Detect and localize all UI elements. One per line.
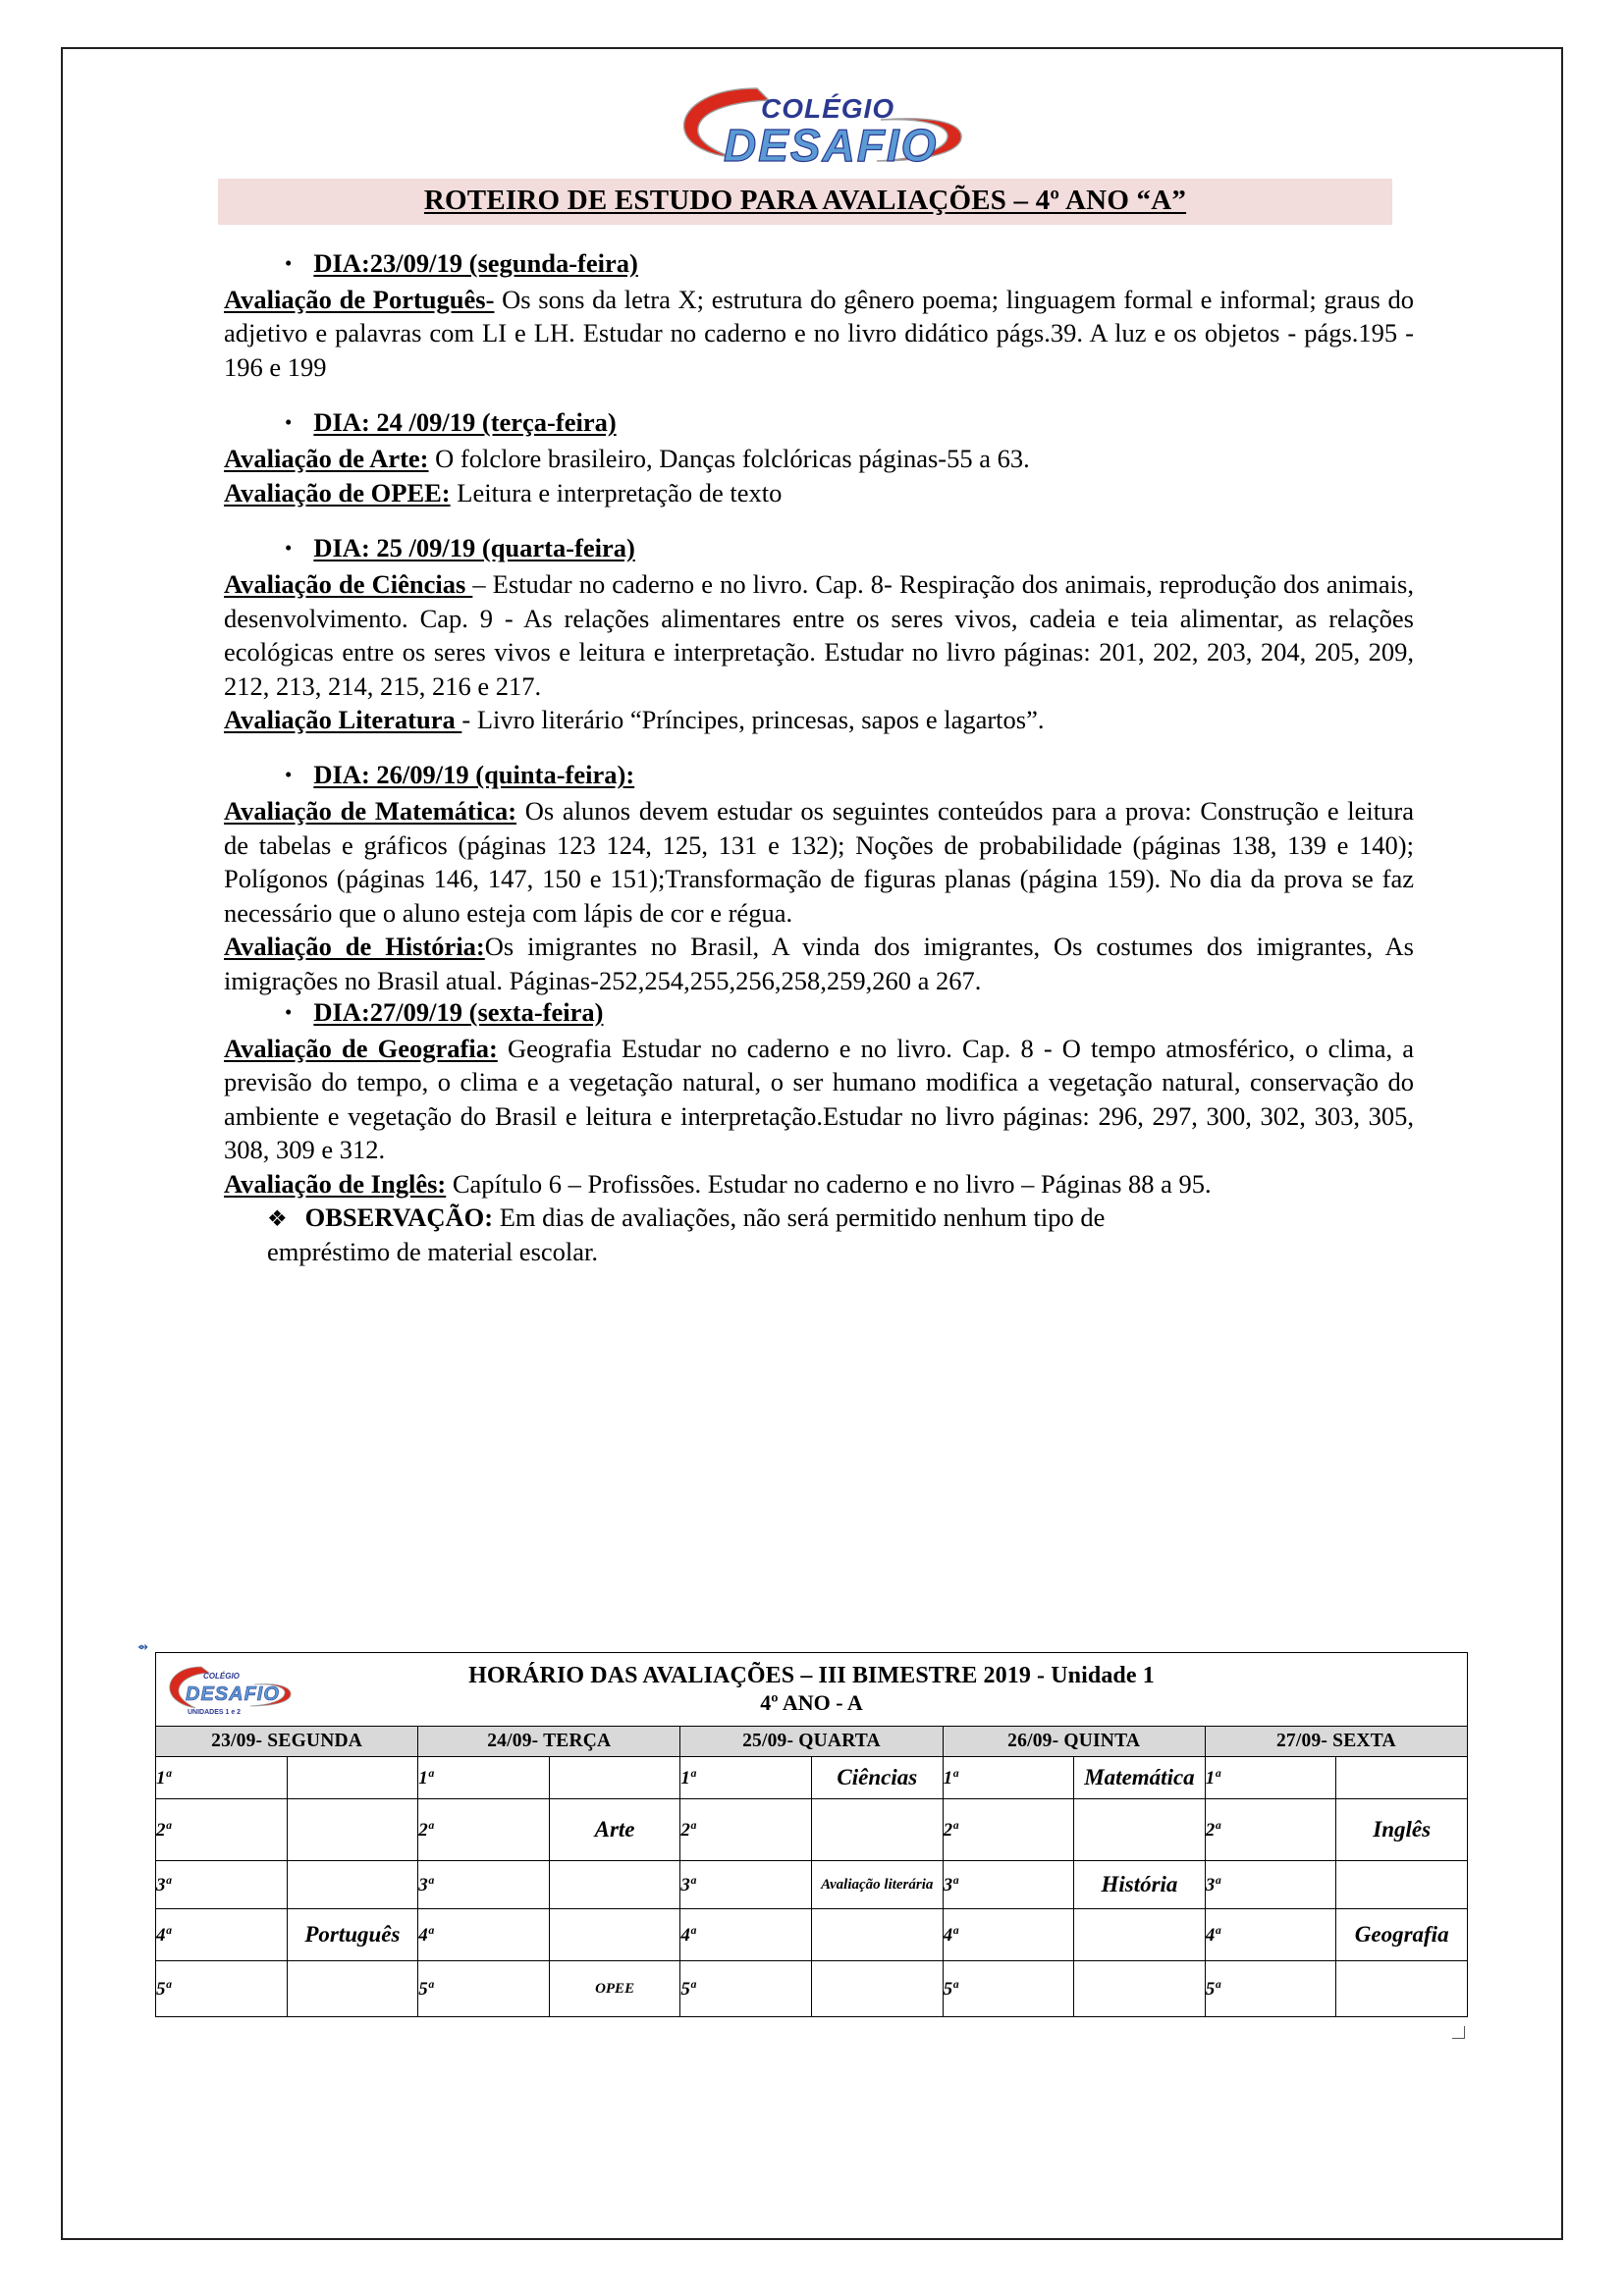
- diamond-bullet-icon: ❖: [267, 1206, 288, 1232]
- bullet-icon: •: [285, 410, 293, 435]
- schedule-cell: Inglês: [1336, 1799, 1468, 1861]
- period-label: 4ª: [680, 1909, 812, 1961]
- schedule-row: [156, 1961, 1468, 2017]
- schedule-subtitle: 4º ANO - A: [760, 1690, 863, 1716]
- period-label: 5ª: [1205, 1961, 1336, 2017]
- period-label: 4ª: [156, 1909, 288, 1961]
- period-label: 2ª: [418, 1799, 550, 1861]
- schedule-cell: Português: [287, 1909, 418, 1961]
- entry-label: Avaliação de OPEE:: [224, 477, 451, 507]
- schedule-cell: Arte: [549, 1799, 680, 1861]
- schedule-row: [156, 1861, 1468, 1909]
- period-label: 3ª: [943, 1861, 1074, 1909]
- schedule-table-zone: [137, 1639, 1473, 2017]
- day-heading-row: [285, 407, 1414, 438]
- svg-text:DESAFIO: DESAFIO: [186, 1683, 280, 1705]
- entry-label: Avaliação de Português-: [224, 285, 495, 314]
- schedule-cell: História: [1074, 1861, 1206, 1909]
- logo-svg: [667, 75, 971, 169]
- schedule-cell: [549, 1861, 680, 1909]
- entry-paragraph: [224, 794, 1414, 930]
- observation-body: [305, 1201, 1414, 1234]
- day-label: DIA: 26/09/19 (quinta-feira):: [313, 760, 635, 790]
- resize-handle-icon[interactable]: [1452, 2026, 1465, 2039]
- schedule-title: HORÁRIO DAS AVALIAÇÕES – III BIMESTRE 2019 - Unidade 1: [468, 1663, 1155, 1689]
- entry-text: Os sons da letra X; estrutura do gênero poema; linguagem formal e informal; graus do adjetivo e palavras com LI e LH. Estudar no caderno e no livro didático págs.39. A luz e os objetos - págs.195 - 196 e 199: [224, 285, 1414, 382]
- observation-block: [224, 1201, 1414, 1268]
- entry-text: Leitura e interpretação de texto: [450, 477, 783, 507]
- entry-label: Avaliação de Arte:: [224, 444, 429, 474]
- entry-paragraph: [224, 703, 1414, 736]
- period-label: 5ª: [943, 1961, 1074, 2017]
- entry-text: O folclore brasileiro, Danças folclóricas páginas-55 a 63.: [428, 444, 1030, 474]
- period-label: 2ª: [1205, 1799, 1336, 1861]
- entry-text: – Estudar no caderno e no livro. Cap. 8- Respiração dos animais, reprodução dos animais, desenvolvimento. Cap. 9 - As relações alimentares entre os seres vivos, cadeia e teia alimentar, as relações ecológicas entre os seres vivos e leitura e interpretação. Estudar no livro páginas: 201, 202, 203, 204, 205, 209, 212, 213, 214, 215, 216 e 217.: [224, 569, 1414, 701]
- schedule-row: [156, 1909, 1468, 1961]
- entry-paragraph: [224, 1167, 1414, 1201]
- period-label: 1ª: [156, 1757, 288, 1799]
- bullet-icon: •: [285, 763, 293, 787]
- day-heading-row: [285, 248, 1414, 279]
- schedule-cell: [1336, 1961, 1468, 2017]
- schedule-cell: [1336, 1757, 1468, 1799]
- ruler-handle-icon: ⇴: [137, 1639, 148, 1654]
- document-content: [224, 71, 1414, 1268]
- schedule-cell: [1074, 1909, 1206, 1961]
- day-label: DIA: 25 /09/19 (quarta-feira): [313, 533, 635, 563]
- entry-paragraph: [224, 1032, 1414, 1167]
- day-heading-row: [285, 533, 1414, 563]
- observation-continuation: empréstimo de material escolar.: [267, 1236, 599, 1266]
- school-logo: [224, 71, 1414, 173]
- entry-label: Avaliação de Geografia:: [224, 1034, 498, 1063]
- observation-text: Em dias de avaliações, não será permitido nenhum tipo de: [493, 1202, 1106, 1233]
- schedule-cell: [549, 1757, 680, 1799]
- entry-label: Avaliação Literatura: [224, 704, 462, 734]
- period-label: 2ª: [943, 1799, 1074, 1861]
- schedule-cell: [287, 1961, 418, 2017]
- svg-text:UNIDADES 1 e 2: UNIDADES 1 e 2: [188, 1709, 242, 1716]
- schedule-cell: [287, 1799, 418, 1861]
- schedule-title-row: [156, 1653, 1468, 1727]
- schedule-cell: [1074, 1961, 1206, 2017]
- bullet-icon: •: [285, 1000, 293, 1024]
- schedule-cell: [1336, 1861, 1468, 1909]
- schedule-cell: Matemática: [1074, 1757, 1206, 1799]
- bullet-icon: •: [285, 536, 293, 561]
- schedule-cell: Geografia: [1336, 1909, 1468, 1961]
- schedule-cell: [1074, 1799, 1206, 1861]
- period-label: 4ª: [418, 1909, 550, 1961]
- schedule-row: [156, 1799, 1468, 1861]
- observation-label: OBSERVAÇÃO:: [304, 1202, 494, 1233]
- schedule-mini-logo: [164, 1659, 294, 1720]
- period-label: 5ª: [156, 1961, 288, 2017]
- colegio-desafio-logo-graphic: [667, 75, 971, 169]
- schedule-header-cell: [156, 1653, 1468, 1727]
- schedule-cell: [287, 1861, 418, 1909]
- entry-label: Avaliação de História:: [224, 932, 485, 962]
- entry-paragraph: [224, 283, 1414, 384]
- bullet-icon: •: [285, 251, 293, 275]
- column-header-terca: 24/09- TERÇA: [418, 1727, 680, 1757]
- entry-text: Geografia Estudar no caderno e no livro. Cap. 8 - O tempo atmosférico, o clima, a previsão do tempo, o clima e a vegetação natural, o ser humano modifica a vegetação natural, conservação do ambiente e vegetação do Brasil e leitura e interpretação.Estudar no livro páginas: 296, 297, 300, 302, 303, 305, 308, 309 e 312.: [224, 1034, 1414, 1165]
- period-label: 1ª: [943, 1757, 1074, 1799]
- schedule-column-header-row: [156, 1727, 1468, 1757]
- schedule-row: [156, 1757, 1468, 1799]
- entry-paragraph: [224, 930, 1414, 997]
- period-label: 2ª: [156, 1799, 288, 1861]
- entry-paragraph: [224, 442, 1414, 475]
- schedule-cell: [549, 1909, 680, 1961]
- period-label: 1ª: [1205, 1757, 1336, 1799]
- day-label: DIA:27/09/19 (sexta-feira): [313, 997, 604, 1027]
- schedule-cell: Ciências: [811, 1757, 943, 1799]
- schedule-cell: [811, 1799, 943, 1861]
- period-label: 1ª: [680, 1757, 812, 1799]
- period-label: 5ª: [680, 1961, 812, 2017]
- column-header-quinta: 26/09- QUINTA: [943, 1727, 1205, 1757]
- period-label: 4ª: [1205, 1909, 1336, 1961]
- svg-text:COLÉGIO: COLÉGIO: [203, 1672, 240, 1681]
- schedule-cell: Avaliação literária: [811, 1861, 943, 1909]
- column-header-quarta: 25/09- QUARTA: [680, 1727, 943, 1757]
- entry-label: Avaliação de Inglês:: [224, 1168, 447, 1199]
- entry-label: Avaliação de Ciências: [224, 569, 473, 600]
- schedule-cell: [811, 1909, 943, 1961]
- entry-label: Avaliação de Matemática:: [224, 796, 517, 827]
- section-day-2: [224, 407, 1414, 509]
- period-label: 3ª: [418, 1861, 550, 1909]
- period-label: 5ª: [418, 1961, 550, 2017]
- svg-text:DESAFIO: DESAFIO: [724, 120, 939, 169]
- period-label: 3ª: [1205, 1861, 1336, 1909]
- entry-paragraph: [224, 567, 1414, 703]
- entry-text: Capítulo 6 – Profissões. Estudar no caderno e no livro – Páginas 88 a 95.: [446, 1168, 1212, 1199]
- period-label: 3ª: [680, 1861, 812, 1909]
- entry-text: Os alunos devem estudar os seguintes conteúdos para a prova: Construção e leitura de tabelas e gráficos (páginas 123 124, 125, 131 e 132); Noções de probabilidade (páginas 138, 139 e 140); Polígonos (páginas 146, 147, 150 e 151);Transformação de figuras planas (página 159). No dia da prova se faz necessário que o aluno esteja com lápis de cor e régua.: [224, 796, 1414, 928]
- period-label: 2ª: [680, 1799, 812, 1861]
- section-day-1: [224, 248, 1414, 384]
- period-label: 1ª: [418, 1757, 550, 1799]
- schedule-table: [155, 1652, 1468, 2017]
- day-heading-row: [285, 760, 1414, 790]
- period-label: 4ª: [943, 1909, 1074, 1961]
- entry-text: - Livro literário “Príncipes, princesas, sapos e lagartos”.: [461, 704, 1045, 734]
- section-day-5: [224, 997, 1414, 1201]
- observation-row: [267, 1201, 1414, 1234]
- page-title-banner: [218, 179, 1392, 225]
- mini-logo-svg: [164, 1659, 294, 1720]
- section-day-3: [224, 533, 1414, 736]
- column-header-segunda: 23/09- SEGUNDA: [156, 1727, 418, 1757]
- schedule-cell: OPEE: [549, 1961, 680, 2017]
- day-label: DIA:23/09/19 (segunda-feira): [313, 248, 638, 278]
- section-day-4: [224, 760, 1414, 997]
- schedule-cell: [811, 1961, 943, 2017]
- entry-text: Os imigrantes no Brasil, A vinda dos imigrantes, Os costumes dos imigrantes, As imigrações no Brasil atual. Páginas-252,254,255,256,258,259,260 a 267.: [224, 932, 1414, 995]
- column-header-sexta: 27/09- SEXTA: [1205, 1727, 1467, 1757]
- day-label: DIA: 24 /09/19 (terça-feira): [313, 407, 617, 438]
- schedule-cell: [287, 1757, 418, 1799]
- day-heading-row: [285, 997, 1414, 1028]
- page-title: ROTEIRO DE ESTUDO PARA AVALIAÇÕES – 4º ANO “A”: [423, 185, 1187, 216]
- entry-paragraph: [224, 476, 1414, 509]
- period-label: 3ª: [156, 1861, 288, 1909]
- svg-text:COLÉGIO: COLÉGIO: [761, 93, 895, 124]
